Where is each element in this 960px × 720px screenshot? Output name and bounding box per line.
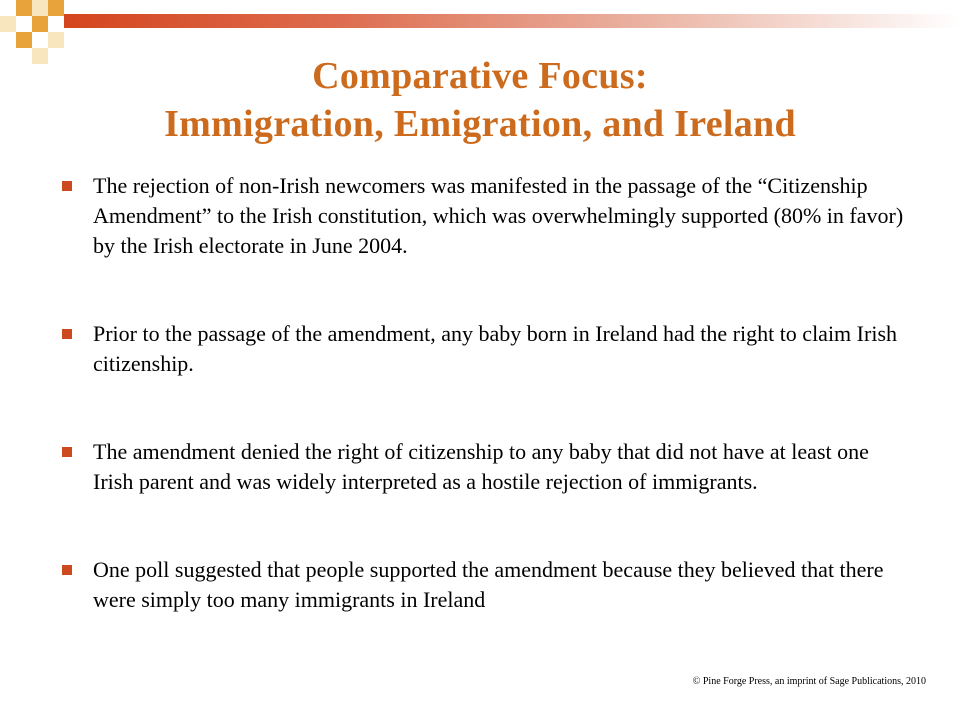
decor-square bbox=[32, 16, 48, 32]
bullet-item bbox=[60, 319, 910, 379]
bullet-square-icon bbox=[62, 181, 72, 191]
bullet-text: One poll suggested that people supported the amendment because they believed that there were simply too many immigrants in Ireland bbox=[93, 557, 884, 612]
header-gradient-bar bbox=[64, 14, 960, 28]
bullet-item bbox=[60, 171, 910, 261]
bullet-list bbox=[60, 171, 910, 615]
slide-title-line2: Immigration, Emigration, and Ireland bbox=[164, 103, 796, 145]
bullet-text: The rejection of non-Irish newcomers was manifested in the passage of the “Citizenship Amendment” to the Irish constitution, which was overwhelmingly supported (80% in favor) by the Irish electorate in June 2004. bbox=[93, 173, 904, 258]
bullet-square-icon bbox=[62, 329, 72, 339]
slide-title-line1: Comparative Focus: bbox=[312, 55, 648, 97]
decor-square bbox=[48, 0, 64, 16]
decor-square bbox=[48, 32, 64, 48]
slide-title bbox=[0, 52, 960, 148]
bullet-text: Prior to the passage of the amendment, any baby born in Ireland had the right to claim Irish citizenship. bbox=[93, 321, 897, 376]
decor-square bbox=[16, 32, 32, 48]
bullet-square-icon bbox=[62, 447, 72, 457]
decor-square bbox=[16, 0, 32, 16]
bullet-square-icon bbox=[62, 565, 72, 575]
decor-square bbox=[0, 16, 16, 32]
decor-square bbox=[32, 0, 48, 16]
bullet-text: The amendment denied the right of citizenship to any baby that did not have at least one Irish parent and was widely interpreted as a hostile rejection of immigrants. bbox=[93, 439, 869, 494]
bullet-item bbox=[60, 437, 910, 497]
bullet-item bbox=[60, 555, 910, 615]
copyright-footer: © Pine Forge Press, an imprint of Sage Publications, 2010 bbox=[692, 676, 926, 687]
